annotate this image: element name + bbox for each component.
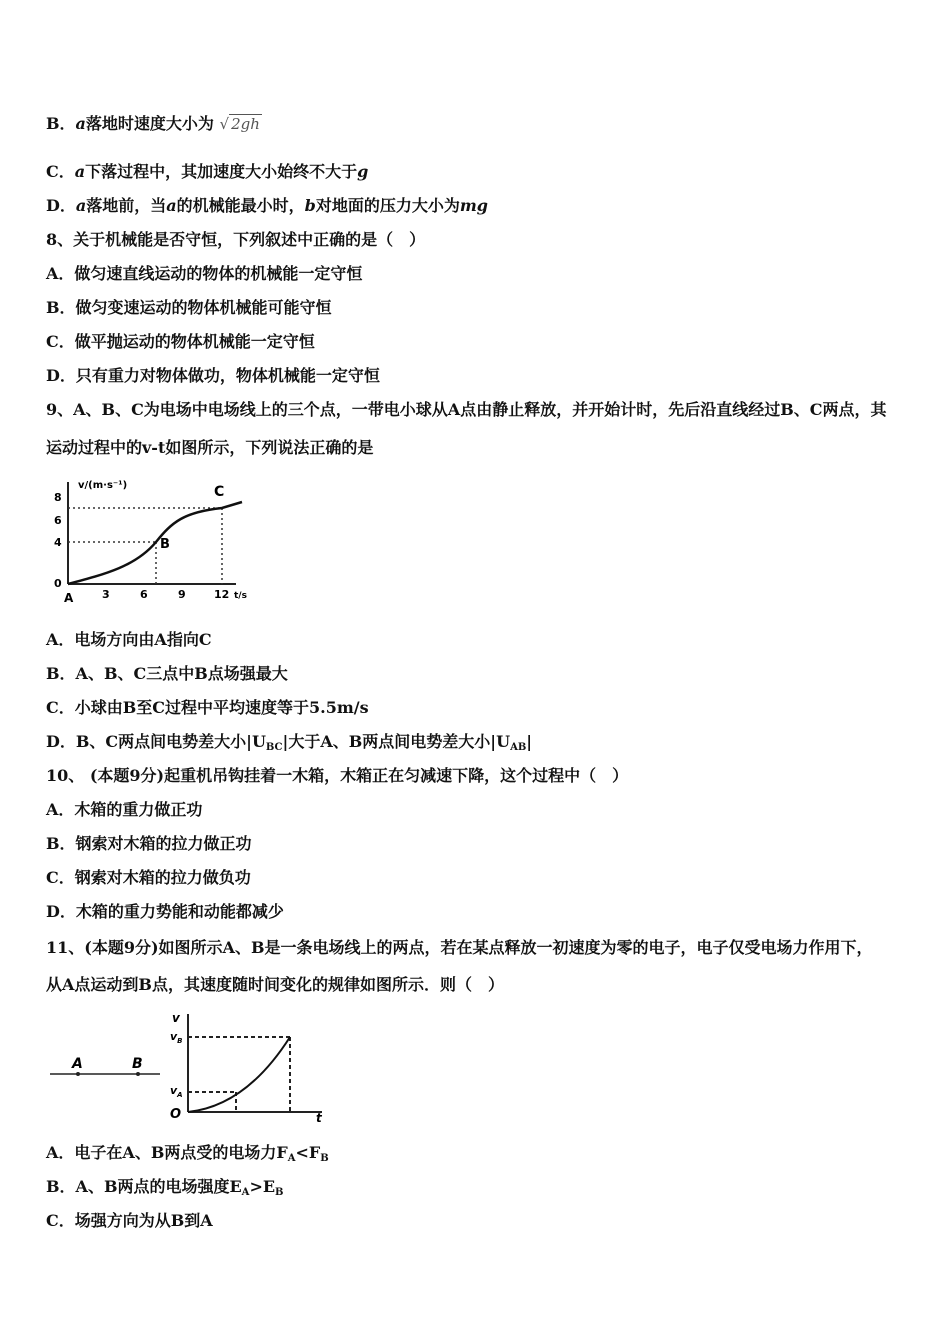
q10-stem: 10、 (本题9分)起重机吊钩挂着一木箱，木箱正在匀减速下降，这个过程中（ ） (46, 766, 629, 785)
point-b-label: B (160, 537, 170, 552)
y-tick-8: 8 (54, 491, 62, 504)
point-a-label: A (72, 1056, 83, 1072)
q7-option-c: C．a下落过程中，其加速度大小始终不大于g (46, 162, 369, 181)
x-tick-3: 3 (102, 588, 110, 601)
va-label: $v_A$ (170, 1084, 183, 1099)
x-axis-unit: t/s (234, 591, 247, 601)
y-tick-0: 0 (54, 577, 62, 590)
y-tick-6: 6 (54, 514, 62, 527)
x-tick-9: 9 (178, 588, 186, 601)
y-axis-label: v (172, 1011, 180, 1025)
q9-option-a: A．电场方向由A指向C (46, 630, 212, 649)
point-b-label: B (132, 1056, 143, 1072)
q10-option-d: D．木箱的重力势能和动能都减少 (46, 902, 284, 921)
q7-option-b: B．a落地时速度大小为 √ 2gh (46, 114, 260, 133)
q9-stem-line1: 9、A、B、C为电场中电场线上的三个点，一带电小球从A点由静止释放，并开始计时，先后沿直线经过B、C两点，其 (46, 400, 887, 419)
q7-option-d: D．a落地前，当a的机械能最小时，b对地面的压力大小为mg (46, 196, 488, 215)
velocity-curve (188, 1037, 290, 1112)
vb-label: $v_B$ (170, 1030, 183, 1045)
point-a-label: A (64, 591, 74, 605)
electron-vt-graph (166, 1008, 330, 1124)
q9-option-c: C．小球由B至C过程中平均速度等于5.5m/s (46, 698, 369, 717)
q10-option-b: B．钢索对木箱的拉力做正功 (46, 834, 252, 853)
q11-option-c: C．场强方向为从B到A (46, 1211, 213, 1230)
x-axis-label: t (316, 1111, 322, 1124)
point-c-label: C (214, 484, 225, 500)
q8-option-c: C．做平抛运动的物体机械能一定守恒 (46, 332, 315, 351)
field-line-figure (46, 1054, 166, 1084)
q11-stem-line1: 11、(本题9分)如图所示A、B是一条电场线上的两点，若在某点释放一初速度为零的电子，电子仅受电场力作用下， (46, 938, 873, 957)
q8-option-d: D．只有重力对物体做功，物体机械能一定守恒 (46, 366, 380, 385)
q11-stem-line2: 从A点运动到B点，其速度随时间变化的规律如图所示．则（ ） (46, 975, 504, 994)
q8-stem: 8、关于机械能是否守恒，下列叙述中正确的是（ ） (46, 230, 426, 249)
q8-option-b: B．做匀变速运动的物体机械能可能守恒 (46, 298, 332, 317)
x-tick-12: 12 (214, 588, 230, 601)
q9-option-b: B．A、B、C三点中B点场强最大 (46, 664, 288, 683)
sqrt-formula: √ 2gh (219, 115, 260, 133)
q10-option-a: A．木箱的重力做正功 (46, 800, 203, 819)
y-axis-label: v/(m·s⁻¹) (78, 480, 128, 491)
q8-option-a: A．做匀速直线运动的物体的机械能一定守恒 (46, 264, 363, 283)
q10-option-c: C．钢索对木箱的拉力做负功 (46, 868, 251, 887)
x-tick-6: 6 (140, 588, 148, 601)
vt-graph-figure (46, 474, 260, 608)
y-tick-4: 4 (54, 536, 62, 549)
q9-stem-line2: 运动过程中的v-t如图所示，下列说法正确的是 (46, 438, 374, 457)
point-b-dot (136, 1072, 140, 1076)
origin-label: O (170, 1107, 182, 1122)
point-a-dot (76, 1072, 80, 1076)
q11-option-a: A．电子在A、B两点受的电场力$F_A<F_B$ (46, 1143, 329, 1164)
q11-option-b: B．A、B两点的电场强度$E_A>E_B$ (46, 1177, 284, 1198)
q9-option-d: D．B、C两点间电势差大小$|U_{BC}|$大于A、B两点间电势差大小$|U_{AB}|$ (46, 732, 533, 753)
velocity-curve (68, 502, 242, 584)
